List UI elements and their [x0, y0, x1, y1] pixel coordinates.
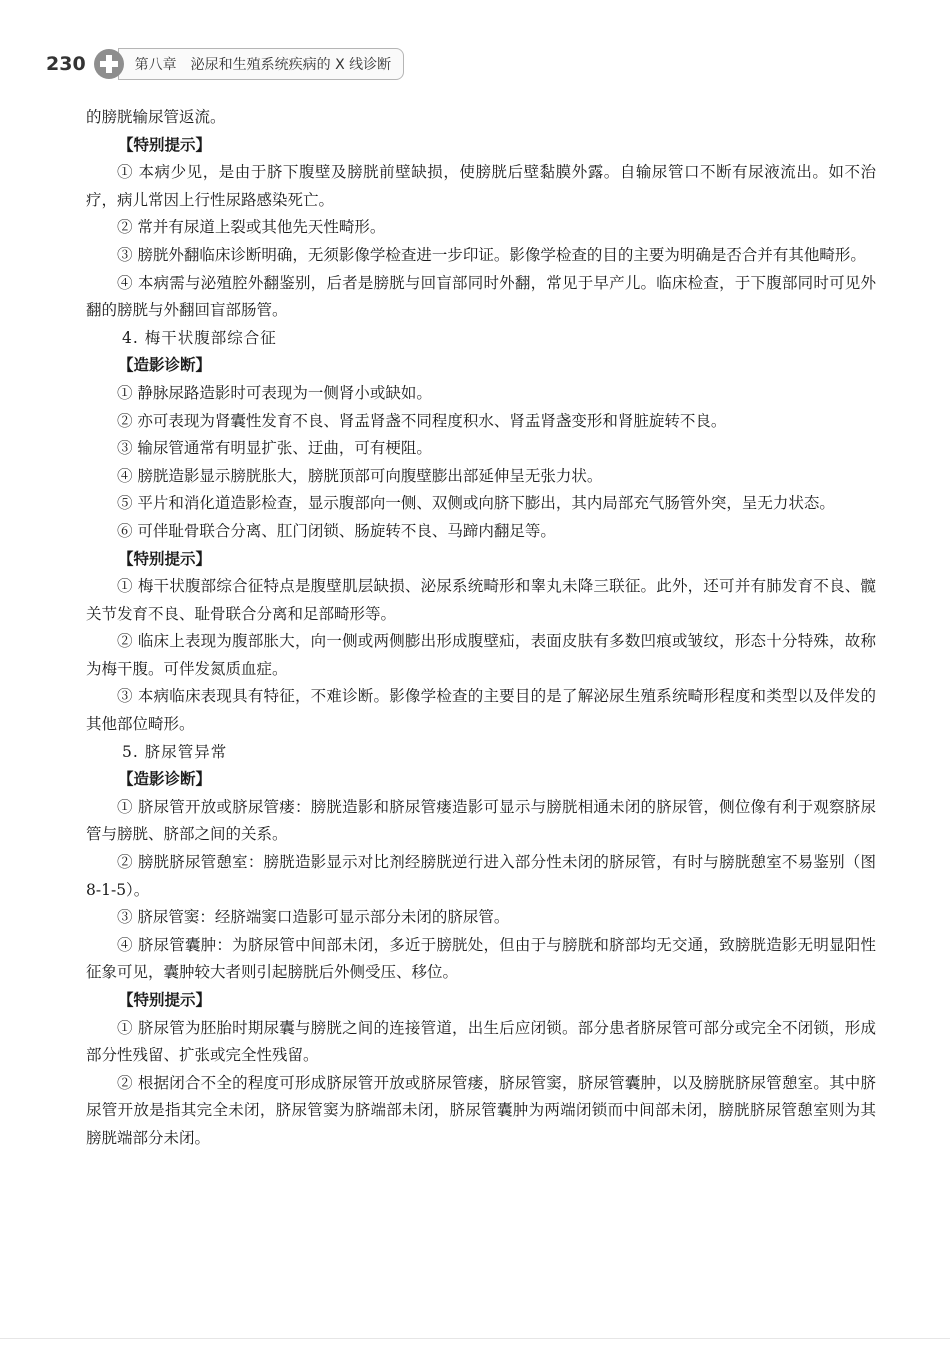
paragraph: ② 亦可表现为肾囊性发育不良、肾盂肾盏不同程度积水、肾盂肾盏变形和肾脏旋转不良。 [117, 411, 727, 430]
paragraph: ③ 脐尿管窦：经脐端窦口造影可显示部分未闭的脐尿管。 [117, 908, 510, 927]
paragraph: ④ 本病需与泌殖腔外翻鉴别，后者是膀胱与回盲部同时外翻，常见于早产儿。临床检查，于下腹部同时可见外翻的膀胱与外翻回盲部肠管。 [86, 273, 876, 320]
section-label: 【特别提示】 [118, 991, 212, 1009]
paragraph: ④ 膀胱造影显示膀胱胀大，膀胱顶部可向腹壁膨出部延伸呈无张力状。 [117, 466, 603, 485]
paragraph: ① 脐尿管为胚胎时期尿囊与膀胱之间的连接管道，出生后应闭锁。部分患者脐尿管可部分或完全不闭锁，形成部分性残留、扩张或完全性残留。 [86, 1018, 876, 1065]
paragraph: 的膀胱输尿管返流。 [86, 108, 226, 126]
page-number: 230 [46, 53, 86, 75]
paragraph: ② 膀胱脐尿管憩室：膀胱造影显示对比剂经膀胱逆行进入部分性未闭的脐尿管，有时与膀胱憩室不易鉴别（图 8-1-5）。 [86, 853, 876, 899]
section-heading: 5. 脐尿管异常 [122, 742, 228, 761]
paragraph: ② 临床上表现为腹部胀大，向一侧或两侧膨出形成腹壁疝，表面皮肤有多数凹痕或皱纹，形态十分特殊，故称为梅干腹。可伴发氮质血症。 [86, 632, 876, 678]
paragraph: ① 本病少见，是由于脐下腹壁及膀胱前壁缺损，使膀胱后壁黏膜外露。自输尿管口不断有尿液流出。如不治疗，病儿常因上行性尿路感染死亡。 [86, 163, 876, 209]
paragraph: ③ 本病临床表现具有特征，不难诊断。影像学检查的主要目的是了解泌尿生殖系统畸形程度和类型以及伴发的其他部位畸形。 [86, 687, 876, 734]
page-header [46, 44, 404, 84]
paragraph: ① 脐尿管开放或脐尿管瘘：膀胱造影和脐尿管瘘造影可显示与膀胱相通未闭的脐尿管，侧位像有利于观察脐尿管与膀胱、脐部之间的关系。 [86, 797, 876, 844]
paragraph: ⑥ 可伴耻骨联合分离、肛门闭锁、肠旋转不良、马蹄内翻足等。 [117, 521, 556, 540]
paragraph: ③ 输尿管通常有明显扩张、迂曲，可有梗阻。 [117, 439, 432, 458]
paragraph: ① 静脉尿路造影时可表现为一侧肾小或缺如。 [117, 383, 432, 402]
chapter-title: 第八章 泌尿和生殖系统疾病的 X 线诊断 [118, 48, 405, 80]
section-heading: 4. 梅干状腹部综合征 [122, 328, 277, 347]
paragraph: ③ 膀胱外翻临床诊断明确，无须影像学检查进一步印证。影像学检查的目的主要为明确是否合并有其他畸形。 [117, 245, 866, 264]
section-label: 【特别提示】 [118, 135, 212, 154]
paragraph: ① 梅干状腹部综合征特点是腹壁肌层缺损、泌尿系统畸形和睾丸未降三联征。此外，还可并有肺发育不良、髋关节发育不良、耻骨联合分离和足部畸形等。 [86, 577, 876, 623]
paragraph: ② 常并有尿道上裂或其他先天性畸形。 [117, 218, 386, 237]
section-label: 【造影诊断】 [118, 356, 212, 375]
page-body [86, 104, 876, 1153]
section-label: 【特别提示】 [118, 549, 212, 568]
medical-cross-icon [94, 49, 124, 79]
paragraph: ④ 脐尿管囊肿：为脐尿管中间部未闭，多近于膀胱处，但由于与膀胱和脐部均无交通，致膀胱造影无明显阳性征象可见，囊肿较大者则引起膀胱后外侧受压、移位。 [86, 935, 876, 982]
section-label: 【造影诊断】 [118, 770, 212, 789]
paragraph: ⑤ 平片和消化道造影检查，显示腹部向一侧、双侧或向脐下膨出，其内局部充气肠管外突，呈无力状态。 [117, 494, 835, 513]
paragraph: ② 根据闭合不全的程度可形成脐尿管开放或脐尿管瘘，脐尿管窦，脐尿管囊肿，以及膀胱脐尿管憩室。其中脐尿管开放是指其完全未闭，脐尿管窦为脐端部未闭，脐尿管囊肿为两端闭锁而中间部未闭，膀胱脐尿管憩室则为其膀胱端部分未闭。 [86, 1073, 876, 1147]
footer-divider [0, 1338, 950, 1339]
